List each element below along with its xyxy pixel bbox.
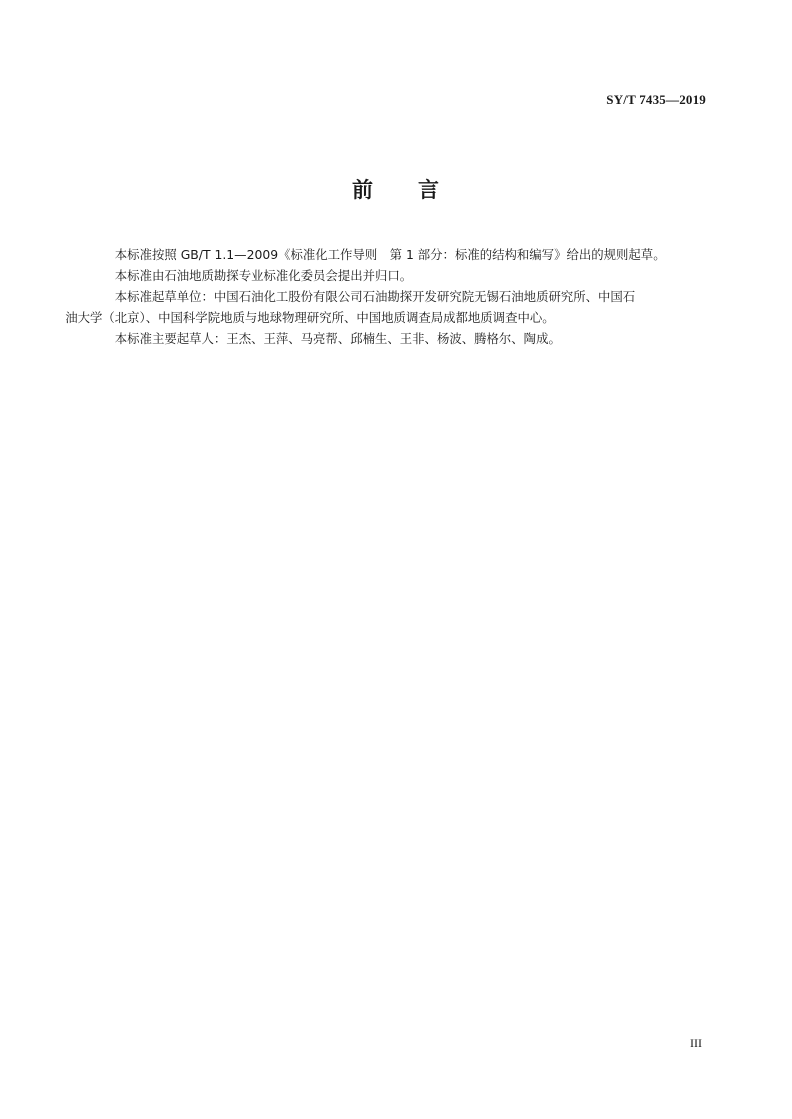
standard-code: SY/T 7435—2019 [606, 92, 706, 107]
paragraph-drafters [90, 328, 708, 349]
foreword-body [65, 244, 708, 349]
paragraph-drafting-units [65, 286, 708, 328]
paragraph-line: 本标准由石油地质勘探专业标准化委员会提出并归口。 [114, 268, 413, 283]
paragraph-line: 油大学（北京）、中国科学院地质与地球物理研究所、中国地质调查局成都地质调查中心。 [65, 310, 555, 325]
page-title: 前 言 [352, 178, 440, 202]
paragraph-line: 本标准主要起草人：王杰、王萍、马亮帮、邱楠生、王非、杨波、腾格尔、陶成。 [114, 331, 561, 346]
paragraph-drafting-rules [90, 244, 708, 265]
paragraph-line: 本标准按照 GB/T 1.1—2009《标准化工作导则 第 1 部分：标准的结构和编写》给出的规则起草。 [114, 247, 666, 262]
page-number: III [690, 1036, 702, 1050]
paragraph-line: 本标准起草单位：中国石油化工股份有限公司石油勘探开发研究院无锡石油地质研究所、中国石 [114, 289, 636, 304]
paragraph-proposer [90, 265, 708, 286]
